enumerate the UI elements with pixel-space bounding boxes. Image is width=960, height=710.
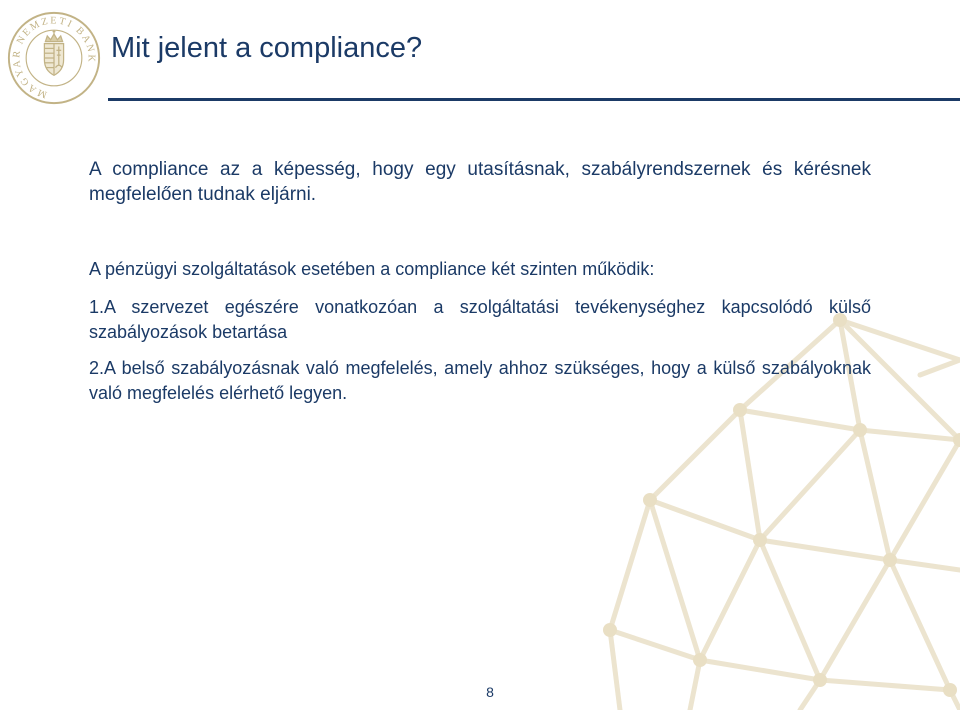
svg-text:MAGYAR NEMZETI BANK: MAGYAR NEMZETI BANK (11, 15, 97, 100)
slide-title: Mit jelent a compliance? (111, 32, 423, 64)
compliance-level-1: 1.A szervezet egészére vonatkozóan a szolgáltatási tevékenységhez kapcsolódó külső szabályozások betartása (89, 297, 871, 342)
compliance-definition: A compliance az a képesség, hogy egy utasításnak, szabályrendszernek és kérésnek megfelelően tudnak eljárni. (89, 159, 871, 205)
mnb-seal-logo (6, 10, 102, 106)
compliance-level-2: 2.A belső szabályozásnak való megfelelés, amely ahhoz szükséges, hogy a külső szabályoknak való megfelelés elérhető legyen. (89, 358, 871, 403)
compliance-levels-intro: A pénzügyi szolgáltatások esetében a compliance két szinten működik: (89, 259, 655, 279)
page-number: 8 (486, 684, 494, 700)
title-underline (108, 98, 960, 101)
